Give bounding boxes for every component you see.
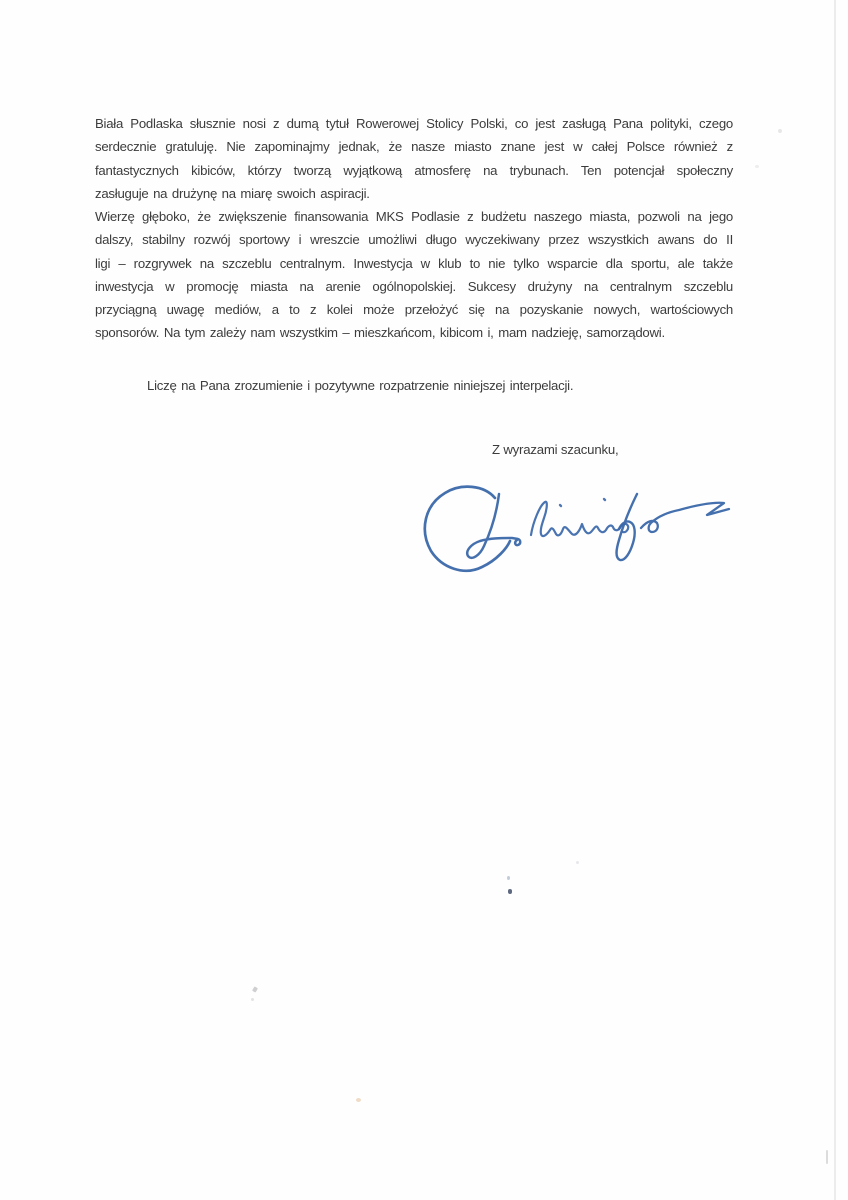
scan-speck (576, 861, 579, 864)
scan-edge-line (834, 0, 836, 1200)
text-line: dalszy, stabilny rozwój sportowy i wreszcie umożliwi długo wyczekiwany przez wszystkich awans do II (95, 232, 733, 248)
paragraph (95, 112, 733, 205)
scan-speck (356, 1098, 361, 1102)
scan-speck (508, 889, 512, 894)
scan-speck (778, 129, 782, 133)
text-line: fantastycznych kibiców, którzy tworzą wyjątkową atmosferę na trybunach. Ten potencjał społeczny (95, 162, 733, 178)
signature-ink (414, 472, 744, 592)
paragraph (95, 374, 733, 397)
scan-speck (251, 998, 254, 1001)
text-line: zasługuje na drużynę na miarę swoich aspiracji. (95, 185, 370, 201)
scan-speck (252, 986, 258, 992)
text-line: sponsorów. Na tym zależy nam wszystkim – mieszkańcom, kibicom i, mam nadzieję, samorządowi. (95, 325, 665, 341)
scan-speck (755, 165, 759, 168)
scan-speck (826, 1150, 828, 1164)
text-line: inwestycja w promocję miasta na arenie ogólnopolskiej. Sukcesy drużyny na centralnym szczeblu (95, 278, 733, 294)
text-line: przyciągną uwagę mediów, a to z kolei może przełożyć się na pozyskanie nowych, wartościowych (95, 302, 733, 318)
closing-salutation: Z wyrazami szacunku, (492, 442, 619, 457)
text-line: Biała Podlaska słusznie nosi z dumą tytuł Rowerowej Stolicy Polski, co jest zasługą Pana polityki, czego (95, 116, 733, 131)
text-line: Liczę na Pana zrozumienie i pozytywne rozpatrzenie niniejszej interpelacji. (147, 378, 574, 393)
paragraph (95, 205, 733, 345)
text-line: ligi – rozgrywek na szczeblu centralnym. Inwestycja w klub to nie tylko wsparcie dla sportu, ale także (95, 255, 733, 271)
scan-speck (507, 876, 510, 880)
text-line: Wierzę głęboko, że zwiększenie finansowania MKS Podlasie z budżetu naszego miasta, pozwoli na jego (95, 209, 733, 224)
text-line: serdecznie gratuluję. Nie zapominajmy jednak, że nasze miasto znane jest w całej Polsce również z (95, 139, 733, 155)
